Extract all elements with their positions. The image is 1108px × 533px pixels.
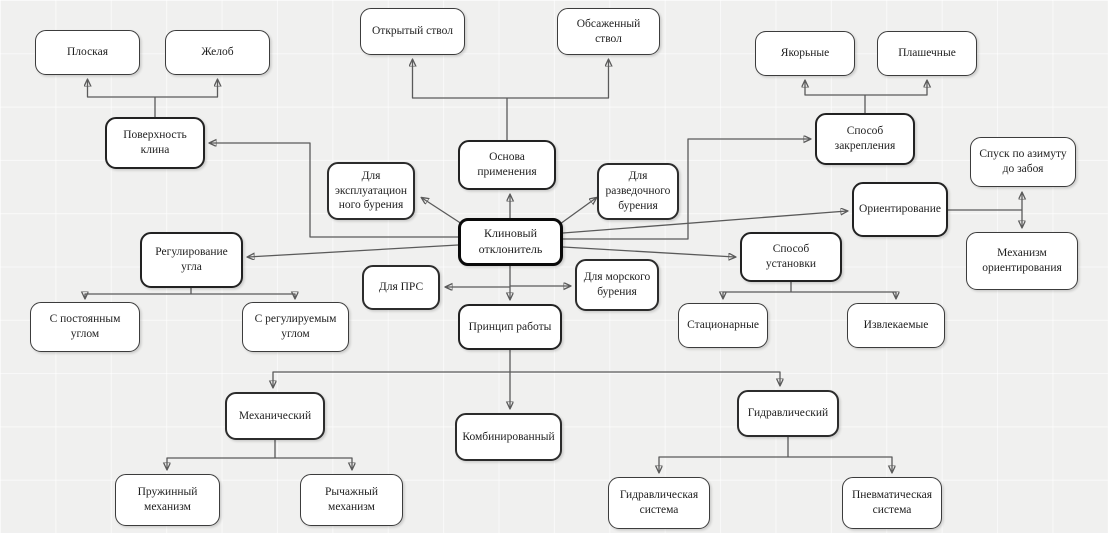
node-klinovyj-otklonitel[interactable] bbox=[458, 218, 563, 266]
edge-gidravlicheskij-pnevmosistema bbox=[788, 457, 892, 472]
node-label: Основа применения bbox=[477, 151, 537, 178]
node-label: Гидравлическая система bbox=[619, 489, 699, 516]
node-label: Способ установки bbox=[765, 243, 817, 270]
edge-regulirovanie-reguliruemyj bbox=[191, 294, 295, 298]
node-label: Принцип работы bbox=[468, 320, 552, 333]
edge-gidravlicheskij-gidrosistema bbox=[659, 457, 788, 472]
node-label: Для ПРС bbox=[378, 281, 424, 294]
edge-center-ustanovka bbox=[563, 247, 735, 257]
node-s-reguliruemym-uglom[interactable] bbox=[242, 302, 349, 352]
edge-princip-gidravlicheskij bbox=[510, 372, 780, 385]
node-izvlekaemye[interactable] bbox=[847, 303, 945, 348]
node-princip-raboty[interactable] bbox=[458, 304, 562, 350]
node-label: С постоянным углом bbox=[49, 313, 121, 340]
node-label: Пружинный механизм bbox=[137, 486, 198, 513]
node-dlya-ekspluatacionnogo-bureniya[interactable] bbox=[327, 162, 415, 220]
edge-zakreplenie-plashechnye bbox=[865, 81, 927, 95]
edge-zakreplenie-yakornye bbox=[805, 81, 865, 95]
node-label: Гидравлический bbox=[747, 407, 829, 420]
node-dlya-morskogo-bureniya[interactable] bbox=[575, 259, 659, 311]
node-yakornye[interactable] bbox=[755, 31, 855, 76]
node-pnevmaticheskaya-sistema[interactable] bbox=[842, 477, 942, 529]
node-label: Для разведочного бурения bbox=[605, 170, 671, 212]
edge-center-ekspluatacionnoe bbox=[422, 198, 462, 224]
node-label: Стационарные bbox=[687, 319, 759, 332]
node-pruzhinnyj-mekhanizm[interactable] bbox=[115, 474, 220, 526]
node-dlya-razvedochnogo-bureniya[interactable] bbox=[597, 163, 679, 220]
node-gidravlicheskaya-sistema[interactable] bbox=[608, 477, 710, 529]
node-sposob-ustanovki[interactable] bbox=[740, 232, 842, 282]
node-label: Комбинированный bbox=[462, 430, 555, 443]
node-stacionarnye[interactable] bbox=[678, 303, 768, 348]
edge-ustanovka-stacionarnye bbox=[723, 292, 791, 298]
node-label: Для эксплуатационного бурения bbox=[334, 169, 408, 212]
edge-osnova-obsazhennyj bbox=[507, 60, 609, 98]
node-orientirovanie[interactable] bbox=[852, 182, 948, 237]
edge-ustanovka-izvlekaemye bbox=[791, 292, 896, 298]
node-rychazhnyj-mekhanizm[interactable] bbox=[300, 474, 403, 526]
node-label: Плашечные bbox=[898, 47, 956, 60]
node-label: Обсаженный ствол bbox=[576, 17, 641, 45]
node-label: Способ закрепления bbox=[834, 125, 896, 152]
node-label: Клиновый отклонитель bbox=[478, 226, 543, 256]
node-gidravlicheskij[interactable] bbox=[737, 390, 839, 437]
node-label: Поверхность клина bbox=[123, 129, 187, 156]
node-label: Рычажный механизм bbox=[325, 486, 378, 513]
edge-mekhanicheskij-pruzhinnyj bbox=[167, 458, 275, 469]
node-otkrytyj-stvol[interactable] bbox=[360, 8, 465, 55]
node-label: Плоская bbox=[67, 46, 108, 59]
edge-regulirovanie-postoyannyj bbox=[85, 294, 191, 298]
node-label: Якорьные bbox=[780, 47, 830, 60]
edge-poverhnost-zhelob bbox=[155, 80, 218, 97]
node-label: Открытый ствол bbox=[372, 25, 453, 38]
node-mekhanizm-orientirovaniya[interactable] bbox=[966, 232, 1078, 290]
node-obsazhennyj-stvol[interactable] bbox=[557, 8, 660, 55]
node-osnova-primeneniya[interactable] bbox=[458, 140, 556, 190]
edge-center-regulirovanie bbox=[248, 245, 458, 257]
node-plashechnye[interactable] bbox=[877, 31, 977, 76]
node-dlya-prs[interactable] bbox=[362, 265, 440, 310]
node-s-postoyannym-uglom[interactable] bbox=[30, 302, 140, 352]
node-label: Механизм ориентирования bbox=[982, 247, 1062, 274]
node-kombinirovannyj[interactable] bbox=[455, 413, 562, 461]
node-spusk-po-azimutu[interactable] bbox=[970, 137, 1076, 187]
node-label: Регулирование угла bbox=[155, 246, 228, 273]
node-mekhanicheskij[interactable] bbox=[225, 392, 325, 440]
edge-osnova-otkrytyj bbox=[413, 60, 508, 98]
node-regulirovanie-ugla[interactable] bbox=[140, 232, 243, 288]
edge-princip-mekhanicheskij bbox=[273, 372, 510, 387]
node-label: Механический bbox=[238, 409, 312, 422]
node-label: С регулируемым углом bbox=[254, 313, 337, 340]
node-label: Ориентирование bbox=[859, 203, 941, 216]
node-label: Спуск по азимуту до забоя bbox=[979, 148, 1067, 175]
node-poverhnost-klina[interactable] bbox=[105, 117, 205, 169]
node-ploskaya[interactable] bbox=[35, 30, 140, 75]
node-label: Желоб bbox=[201, 46, 234, 59]
node-label: Извлекаемые bbox=[863, 319, 929, 332]
node-zhelob[interactable] bbox=[165, 30, 270, 75]
node-label: Для морского бурения bbox=[583, 271, 651, 298]
edge-center-razvedochnoe bbox=[560, 198, 596, 224]
edge-mekhanicheskij-rychazhnyj bbox=[275, 458, 352, 469]
node-label: Пневматическая система bbox=[851, 489, 933, 516]
edge-poverhnost-ploskaya bbox=[88, 80, 156, 97]
node-sposob-zakrepleniya[interactable] bbox=[815, 113, 915, 165]
